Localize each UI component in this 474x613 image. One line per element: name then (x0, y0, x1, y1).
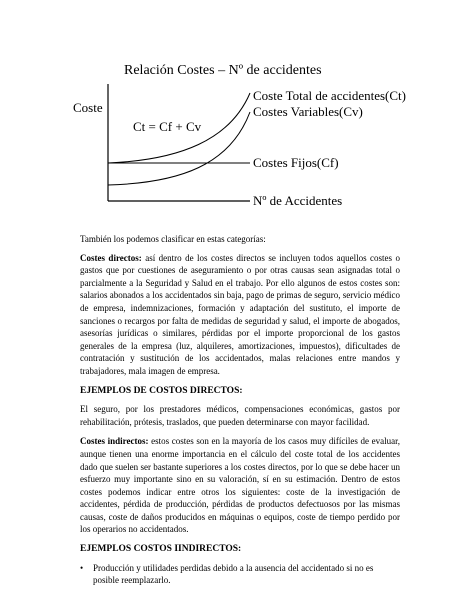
direct-costs-text: así dentro de los costes directos se incluyen todos aquellos costes o gastos que por cuestiones de aseguramiento o por otras causas sean asignadas total o parcialmente a la Seguridad y Salud en el trabajo. Por ello algunos de estos costes son: salarios abonados a los accidentados sin baja, pago de primas de seguro, servicio médico de empresa, indemnizaciones, formación y adaptación del sustituto, el importe de sanciones o recargos por falta de medidas de seguridad y salud, el importe de abogados, asesorías jurídicas o similares, pérdidas por el importe proporcional de los gastos generales de la empresa (luz, alquileres, amortizaciones, impuestos), dificultades de contratación y sustitución de los accidentados, malas relaciones entre mandos y trabajadores, mala imagen de empresa. (80, 252, 400, 376)
bullet-icon: • (80, 562, 84, 573)
intro-paragraph: También los podemos clasificar en estas categorías: (80, 234, 266, 244)
direct-costs-term: Costes directos: (80, 252, 142, 263)
x-axis-label: Nº de Accidentes (253, 193, 343, 208)
y-axis-label: Coste (73, 100, 103, 115)
cost-accident-diagram (0, 0, 474, 230)
total-cost-label: Coste Total de accidentes(Ct) (253, 88, 406, 103)
formula-label: Ct = Cf + Cv (133, 119, 202, 134)
indirect-examples-list (80, 562, 400, 587)
variable-cost-label: Costes Variables(Cv) (253, 104, 363, 119)
indirect-costs-text: estos costes son en la mayoría de los casos muy difíciles de evaluar, aunque tienen una enorme importancia en el cálculo del coste total de los accidentes dado que suelen ser bastante superiores a los costes directos, por lo que se debe hacer un esfuerzo muy importante sino en su valoración, sí en su estimación. Dentro de estos costes podemos indicar entre otros los siguientes: coste de la investigación de accidentes, pérdida de producción, pérdidas de productos defectuosos por las mismas causas, coste de daños producidos en máquinas o equipos, coste de tiempo perdido por los operarios no accidentados. (80, 436, 401, 535)
indirect-costs-paragraph (80, 435, 400, 536)
diagram-title: Relación Costes – Nº de accidentes (124, 63, 322, 78)
fixed-cost-label: Costes Fijos(Cf) (253, 155, 339, 170)
indirect-examples-heading: EJEMPLOS COSTOS IINDIRECTOS: (80, 544, 242, 555)
direct-examples-heading: EJEMPLOS DE COSTOS DIRECTOS: (80, 385, 243, 396)
list-item-text: Producción y utilidades perdidas debido a la ausencia del accidentado si no es posible reemplazarlo. (93, 562, 374, 586)
list-item (80, 562, 400, 587)
body-text (80, 233, 400, 587)
indirect-costs-term: Costes indirectos: (80, 436, 149, 447)
direct-examples-paragraph: El seguro, por los prestadores médicos, compensaciones económicas, gastos por rehabilitación, prótesis, traslados, que pueden determinarse con mayor facilidad. (80, 404, 400, 427)
direct-costs-paragraph (80, 252, 400, 378)
